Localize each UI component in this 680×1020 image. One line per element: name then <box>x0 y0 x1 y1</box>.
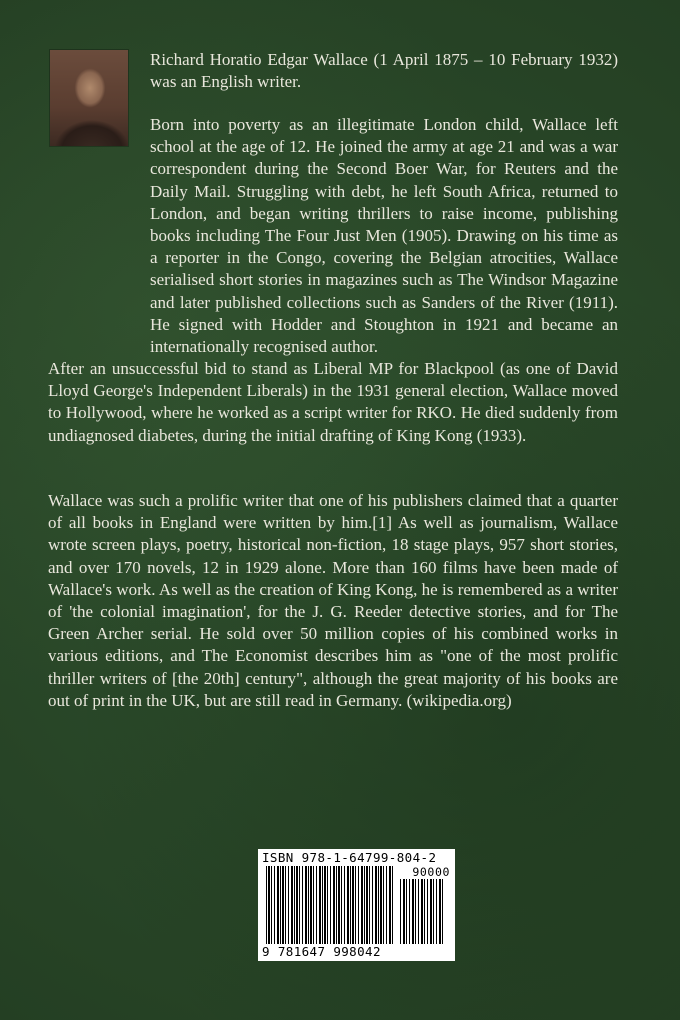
ean-number: 9 781647 998042 <box>262 944 381 959</box>
addon-barcode-bars <box>400 879 445 944</box>
isbn-label: ISBN 978-1-64799-804-2 <box>262 850 437 865</box>
price-addon-code: 90000 <box>412 865 450 879</box>
author-portrait <box>50 50 128 146</box>
intro-paragraph: Richard Horatio Edgar Wallace (1 April 1875 – 10 February 1932) was an English writer. <box>150 50 618 92</box>
biography-paragraph-1: Born into poverty as an illegitimate London child, Wallace left school at the age of 12. He joined the army at age 21 and was a war correspondent during the Second Boer War, for Reuters and the Daily Mail. Struggling with debt, he left South Africa, returned to London, and began writing thrillers to raise income, publishing books including The Four Just Men (1905). Drawing on his time as a reporter in the Congo, covering the Belgian atrocities, Wallace serialised short stories in magazines such as The Windsor Magazine and later published collections such as Sanders of the River (1911). He signed with Hodder and Stoughton in 1921 and became an internationally recognised author. <box>150 115 618 357</box>
biography-paragraph-2: After an unsuccessful bid to stand as Liberal MP for Blackpool (as one of David Lloyd George's Independent Liberals) in the 1931 general election, Wallace moved to Hollywood, where he worked as a script writer for RKO. He died suddenly from undiagnosed diabetes, during the initial drafting of King Kong (1933). <box>48 359 618 445</box>
barcode-bars <box>266 866 394 944</box>
isbn-barcode <box>258 849 455 961</box>
biography-paragraph-3: Wallace was such a prolific writer that one of his publishers claimed that a quarter of all books in England were written by him.[1] As well as journalism, Wallace wrote screen plays, poetry, historical non-fiction, 18 stage plays, 957 short stories, and over 170 novels, 12 in 1929 alone. More than 160 films have been made of Wallace's work. As well as the creation of King Kong, he is remembered as a writer of 'the colonial imagination', for the J. G. Reeder detective stories, and for The Green Archer serial. He sold over 50 million copies of his combined works in various editions, and The Economist describes him as "one of the most prolific thriller writers of [the 20th] century", although the great majority of his books are out of print in the UK, but are still read in Germany. (wikipedia.org) <box>48 491 618 710</box>
